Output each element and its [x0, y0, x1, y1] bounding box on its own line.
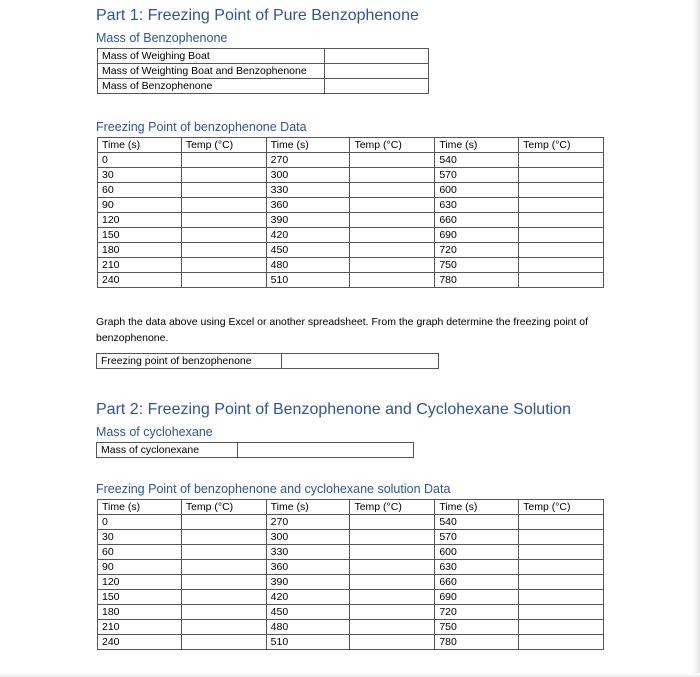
table-row	[98, 620, 604, 635]
column-header: Temp (°C)	[181, 500, 266, 515]
column-header: Time (s)	[266, 138, 350, 153]
temp-cell[interactable]	[519, 183, 604, 198]
time-cell: 690	[435, 228, 519, 243]
temp-cell[interactable]	[350, 545, 435, 560]
freezing-point-table	[96, 353, 439, 369]
column-header: Time (s)	[435, 500, 519, 515]
mass-label: Mass of Weighing Boat	[98, 49, 325, 64]
time-cell: 390	[266, 575, 350, 590]
temp-cell[interactable]	[181, 258, 266, 273]
time-cell: 60	[98, 545, 182, 560]
temp-cell[interactable]	[350, 605, 435, 620]
table-row	[98, 228, 604, 243]
temp-cell[interactable]	[350, 153, 435, 168]
table-row	[98, 183, 604, 198]
column-header: Time (s)	[435, 138, 519, 153]
time-cell: 540	[435, 515, 519, 530]
time-cell: 210	[98, 620, 182, 635]
time-cell: 180	[98, 605, 182, 620]
temp-cell[interactable]	[181, 273, 266, 288]
time-cell: 330	[266, 183, 350, 198]
temp-cell[interactable]	[519, 575, 604, 590]
time-cell: 270	[266, 153, 350, 168]
table-row	[98, 273, 604, 288]
time-cell: 360	[266, 198, 350, 213]
time-cell: 720	[435, 605, 519, 620]
temp-cell[interactable]	[181, 168, 266, 183]
part2-mass-heading: Mass of cyclohexane	[96, 425, 213, 439]
table-row	[98, 198, 604, 213]
mass-value[interactable]	[324, 79, 428, 94]
temp-cell[interactable]	[181, 560, 266, 575]
temp-cell[interactable]	[181, 530, 266, 545]
temp-cell[interactable]	[181, 545, 266, 560]
temp-cell[interactable]	[181, 183, 266, 198]
time-cell: 750	[435, 258, 519, 273]
time-cell: 570	[435, 168, 519, 183]
temp-cell[interactable]	[181, 635, 266, 650]
time-cell: 690	[435, 590, 519, 605]
temp-cell[interactable]	[181, 515, 266, 530]
time-cell: 510	[266, 273, 350, 288]
temp-cell[interactable]	[350, 228, 435, 243]
temp-cell[interactable]	[350, 560, 435, 575]
part2-data-table	[97, 499, 604, 650]
time-cell: 210	[98, 258, 182, 273]
time-cell: 300	[266, 168, 350, 183]
mass-label: Mass of Benzophenone	[98, 79, 325, 94]
freezing-point-value[interactable]	[281, 354, 438, 369]
part1-mass-heading: Mass of Benzophenone	[96, 31, 228, 45]
time-cell: 750	[435, 620, 519, 635]
column-header: Time (s)	[98, 138, 182, 153]
time-cell: 0	[98, 153, 182, 168]
time-cell: 0	[98, 515, 182, 530]
time-cell: 150	[98, 590, 182, 605]
time-cell: 450	[266, 605, 350, 620]
temp-cell[interactable]	[350, 590, 435, 605]
time-cell: 630	[435, 560, 519, 575]
temp-cell[interactable]	[519, 258, 604, 273]
mass-label: Mass of cyclonexane	[97, 443, 238, 458]
table-row	[98, 590, 604, 605]
time-cell: 180	[98, 243, 182, 258]
part1-title: Part 1: Freezing Point of Pure Benzophenone	[96, 7, 419, 24]
page-bottom-shadow	[0, 673, 700, 677]
temp-cell[interactable]	[181, 228, 266, 243]
temp-cell[interactable]	[350, 183, 435, 198]
temp-cell[interactable]	[519, 635, 604, 650]
column-header: Temp (°C)	[350, 138, 435, 153]
temp-cell[interactable]	[519, 243, 604, 258]
temp-cell[interactable]	[181, 153, 266, 168]
column-header: Temp (°C)	[350, 500, 435, 515]
freezing-point-label: Freezing point of benzophenone	[97, 354, 282, 369]
column-header: Time (s)	[266, 500, 350, 515]
temp-cell[interactable]	[519, 515, 604, 530]
temp-cell[interactable]	[350, 258, 435, 273]
temp-cell[interactable]	[519, 228, 604, 243]
temp-cell[interactable]	[181, 243, 266, 258]
time-cell: 120	[98, 213, 182, 228]
temp-cell[interactable]	[350, 273, 435, 288]
mass-row	[98, 79, 429, 94]
temp-cell[interactable]	[350, 620, 435, 635]
mass-row	[98, 49, 429, 64]
temp-cell[interactable]	[350, 198, 435, 213]
column-header: Temp (°C)	[519, 138, 604, 153]
temp-cell[interactable]	[350, 530, 435, 545]
temp-cell[interactable]	[181, 213, 266, 228]
table-row	[98, 258, 604, 273]
temp-cell[interactable]	[519, 530, 604, 545]
table-row	[98, 605, 604, 620]
table-row	[98, 545, 604, 560]
table-row	[98, 530, 604, 545]
time-cell: 720	[435, 243, 519, 258]
mass-value[interactable]	[324, 64, 428, 79]
temp-cell[interactable]	[350, 635, 435, 650]
time-cell: 300	[266, 530, 350, 545]
temp-cell[interactable]	[181, 605, 266, 620]
table-header-row	[98, 500, 604, 515]
time-cell: 360	[266, 560, 350, 575]
temp-cell[interactable]	[350, 213, 435, 228]
time-cell: 30	[98, 168, 182, 183]
table-row	[98, 153, 604, 168]
temp-cell[interactable]	[350, 168, 435, 183]
time-cell: 270	[266, 515, 350, 530]
time-cell: 240	[98, 635, 182, 650]
temp-cell[interactable]	[181, 590, 266, 605]
time-cell: 120	[98, 575, 182, 590]
column-header: Temp (°C)	[181, 138, 266, 153]
time-cell: 60	[98, 183, 182, 198]
time-cell: 600	[435, 183, 519, 198]
time-cell: 660	[435, 213, 519, 228]
time-cell: 600	[435, 545, 519, 560]
mass-value[interactable]	[237, 443, 413, 458]
table-row	[98, 515, 604, 530]
part2-title: Part 2: Freezing Point of Benzophenone and Cyclohexane Solution	[96, 401, 571, 418]
temp-cell[interactable]	[519, 605, 604, 620]
temp-cell[interactable]	[181, 575, 266, 590]
temp-cell[interactable]	[350, 243, 435, 258]
time-cell: 630	[435, 198, 519, 213]
table-row	[98, 243, 604, 258]
time-cell: 480	[266, 620, 350, 635]
temp-cell[interactable]	[519, 213, 604, 228]
temp-cell[interactable]	[519, 168, 604, 183]
temp-cell[interactable]	[181, 620, 266, 635]
temp-cell[interactable]	[181, 198, 266, 213]
temp-cell[interactable]	[350, 515, 435, 530]
time-cell: 540	[435, 153, 519, 168]
temp-cell[interactable]	[519, 198, 604, 213]
time-cell: 480	[266, 258, 350, 273]
temp-cell[interactable]	[350, 575, 435, 590]
page-edge-shadow	[692, 0, 700, 677]
time-cell: 30	[98, 530, 182, 545]
table-row	[98, 168, 604, 183]
part1-data-table	[97, 137, 604, 288]
part1-data-heading: Freezing Point of benzophenone Data	[96, 120, 307, 134]
time-cell: 330	[266, 545, 350, 560]
table-row	[98, 635, 604, 650]
time-cell: 450	[266, 243, 350, 258]
time-cell: 420	[266, 228, 350, 243]
temp-cell[interactable]	[519, 273, 604, 288]
time-cell: 390	[266, 213, 350, 228]
temp-cell[interactable]	[519, 545, 604, 560]
time-cell: 780	[435, 273, 519, 288]
graph-instructions: Graph the data above using Excel or another spreadsheet. From the graph determine the freezing point of benzophenone.	[96, 316, 589, 344]
time-cell: 90	[98, 560, 182, 575]
column-header: Time (s)	[98, 500, 182, 515]
part1-mass-table	[97, 48, 429, 94]
table-row	[98, 213, 604, 228]
part2-mass-table	[96, 442, 414, 458]
time-cell: 150	[98, 228, 182, 243]
temp-cell[interactable]	[519, 590, 604, 605]
table-row	[98, 560, 604, 575]
time-cell: 510	[266, 635, 350, 650]
table-header-row	[98, 138, 604, 153]
table-row	[98, 575, 604, 590]
time-cell: 420	[266, 590, 350, 605]
temp-cell[interactable]	[519, 620, 604, 635]
time-cell: 570	[435, 530, 519, 545]
time-cell: 660	[435, 575, 519, 590]
time-cell: 90	[98, 198, 182, 213]
mass-row	[98, 64, 429, 79]
time-cell: 240	[98, 273, 182, 288]
part2-data-heading: Freezing Point of benzophenone and cyclohexane solution Data	[96, 482, 451, 496]
temp-cell[interactable]	[519, 153, 604, 168]
column-header: Temp (°C)	[519, 500, 604, 515]
temp-cell[interactable]	[519, 560, 604, 575]
mass-value[interactable]	[324, 49, 428, 64]
mass-label: Mass of Weighting Boat and Benzophenone	[98, 64, 325, 79]
time-cell: 780	[435, 635, 519, 650]
